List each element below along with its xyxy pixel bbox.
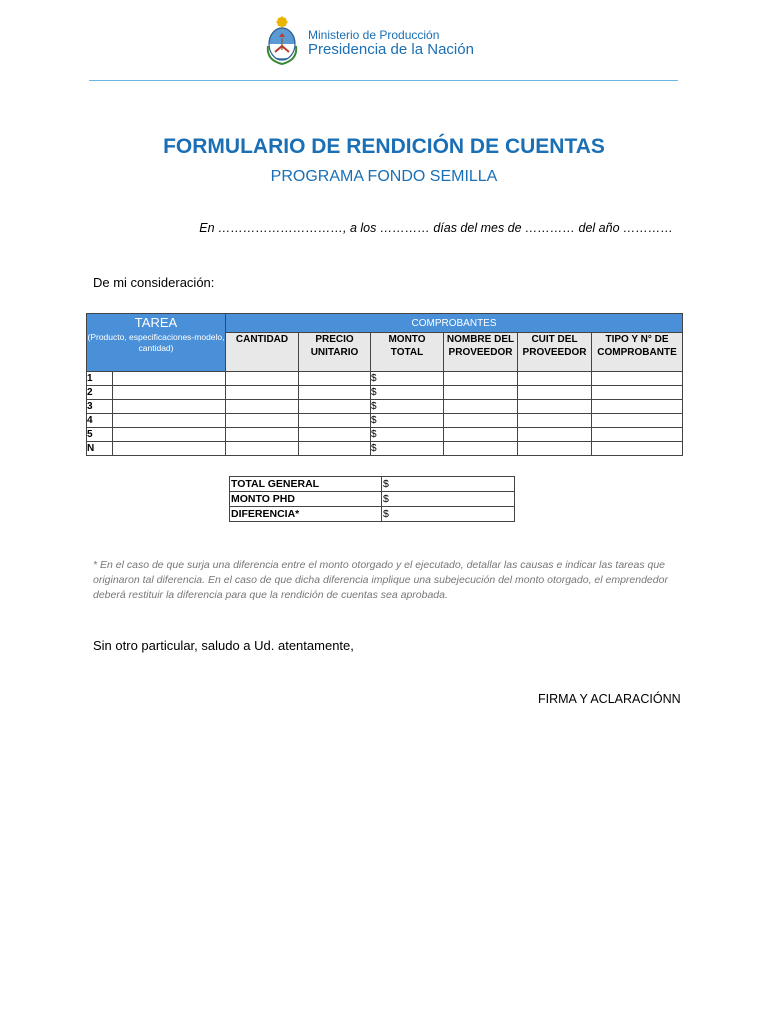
column-header: NOMBRE DEL PROVEEDOR <box>444 333 518 372</box>
tarea-cell[interactable] <box>113 372 226 386</box>
cantidad-cell[interactable] <box>226 442 299 456</box>
cuit-cell[interactable] <box>518 428 592 442</box>
column-header: MONTO TOTAL <box>371 333 444 372</box>
cuit-cell[interactable] <box>518 386 592 400</box>
precio-cell[interactable] <box>299 386 371 400</box>
form-title: FORMULARIO DE RENDICIÓN DE CUENTAS <box>163 135 605 158</box>
row-number: 5 <box>87 428 113 442</box>
proveedor-cell[interactable] <box>444 386 518 400</box>
column-header: PRECIO UNITARIO <box>299 333 371 372</box>
table-row <box>87 414 683 428</box>
greeting: De mi consideración: <box>93 275 215 290</box>
closing-text: Sin otro particular, saludo a Ud. atentamente, <box>93 638 354 653</box>
monto-phd-value[interactable]: $ <box>382 492 515 507</box>
table-row <box>87 372 683 386</box>
header-divider <box>89 80 678 81</box>
tarea-title: TAREA <box>134 315 178 330</box>
comprobantes-header: COMPROBANTES <box>226 314 683 333</box>
total-general-label: TOTAL GENERAL <box>230 477 382 492</box>
cuit-cell[interactable] <box>518 372 592 386</box>
ministry-name: Ministerio de Producción <box>308 28 440 42</box>
date-line: En …………………………, a los ………… días del mes de ………… del año ………… <box>199 221 673 235</box>
column-header: CUIT DEL PROVEEDOR <box>518 333 592 372</box>
comprobante-cell[interactable] <box>592 414 683 428</box>
cantidad-cell[interactable] <box>226 414 299 428</box>
table-row <box>87 428 683 442</box>
diferencia-value[interactable]: $ <box>382 507 515 522</box>
proveedor-cell[interactable] <box>444 372 518 386</box>
table-row <box>87 400 683 414</box>
proveedor-cell[interactable] <box>444 400 518 414</box>
tarea-subtitle: (Producto, especificaciones-modelo, cantidad) <box>87 332 225 353</box>
cuit-cell[interactable] <box>518 442 592 456</box>
cantidad-cell[interactable] <box>226 372 299 386</box>
diferencia-label: DIFERENCIA* <box>230 507 382 522</box>
cantidad-cell[interactable] <box>226 386 299 400</box>
monto-phd-label: MONTO PHD <box>230 492 382 507</box>
footnote: * En el caso de que surja una diferencia entre el monto otorgado y el ejecutado, detallar las causas e indicar las tareas que originaron tal diferencia. En el caso de que dicha diferencia implique una subejecución del monto otorgado, el emprendedor deberá restituir la diferencia para que la rendición de cuentas sea aprobada. <box>93 559 668 601</box>
total-general-value[interactable]: $ <box>382 477 515 492</box>
comprobante-cell[interactable] <box>592 386 683 400</box>
totals-table <box>229 476 515 522</box>
column-header: TIPO Y N° DE COMPROBANTE <box>592 333 683 372</box>
precio-cell[interactable] <box>299 442 371 456</box>
monto-cell[interactable]: $ <box>371 414 444 428</box>
precio-cell[interactable] <box>299 414 371 428</box>
monto-cell[interactable]: $ <box>371 372 444 386</box>
monto-cell[interactable]: $ <box>371 386 444 400</box>
table-row <box>87 442 683 456</box>
monto-cell[interactable]: $ <box>371 442 444 456</box>
program-subtitle: PROGRAMA FONDO SEMILLA <box>270 168 498 185</box>
cuit-cell[interactable] <box>518 414 592 428</box>
proveedor-cell[interactable] <box>444 414 518 428</box>
argentina-coat-of-arms-icon <box>264 16 300 66</box>
proveedor-cell[interactable] <box>444 428 518 442</box>
tarea-cell[interactable] <box>113 442 226 456</box>
comprobante-cell[interactable] <box>592 400 683 414</box>
tarea-cell[interactable] <box>113 386 226 400</box>
monto-cell[interactable]: $ <box>371 428 444 442</box>
totals-row <box>230 477 515 492</box>
cuit-cell[interactable] <box>518 400 592 414</box>
presidency-name: Presidencia de la Nación <box>308 41 474 58</box>
row-number: 2 <box>87 386 113 400</box>
column-header: CANTIDAD <box>226 333 299 372</box>
signature-label: FIRMA Y ACLARACIÓNN <box>538 692 681 706</box>
cantidad-cell[interactable] <box>226 428 299 442</box>
expenses-table <box>86 313 683 456</box>
tarea-cell[interactable] <box>113 428 226 442</box>
cantidad-cell[interactable] <box>226 400 299 414</box>
row-number: 3 <box>87 400 113 414</box>
row-number: 4 <box>87 414 113 428</box>
proveedor-cell[interactable] <box>444 442 518 456</box>
tarea-cell[interactable] <box>113 400 226 414</box>
row-number: N <box>87 442 113 456</box>
comprobante-cell[interactable] <box>592 372 683 386</box>
monto-cell[interactable]: $ <box>371 400 444 414</box>
precio-cell[interactable] <box>299 428 371 442</box>
tarea-cell[interactable] <box>113 414 226 428</box>
precio-cell[interactable] <box>299 372 371 386</box>
totals-row <box>230 507 515 522</box>
comprobante-cell[interactable] <box>592 428 683 442</box>
comprobante-cell[interactable] <box>592 442 683 456</box>
tarea-header <box>87 314 226 372</box>
totals-row <box>230 492 515 507</box>
precio-cell[interactable] <box>299 400 371 414</box>
row-number: 1 <box>87 372 113 386</box>
table-row <box>87 386 683 400</box>
